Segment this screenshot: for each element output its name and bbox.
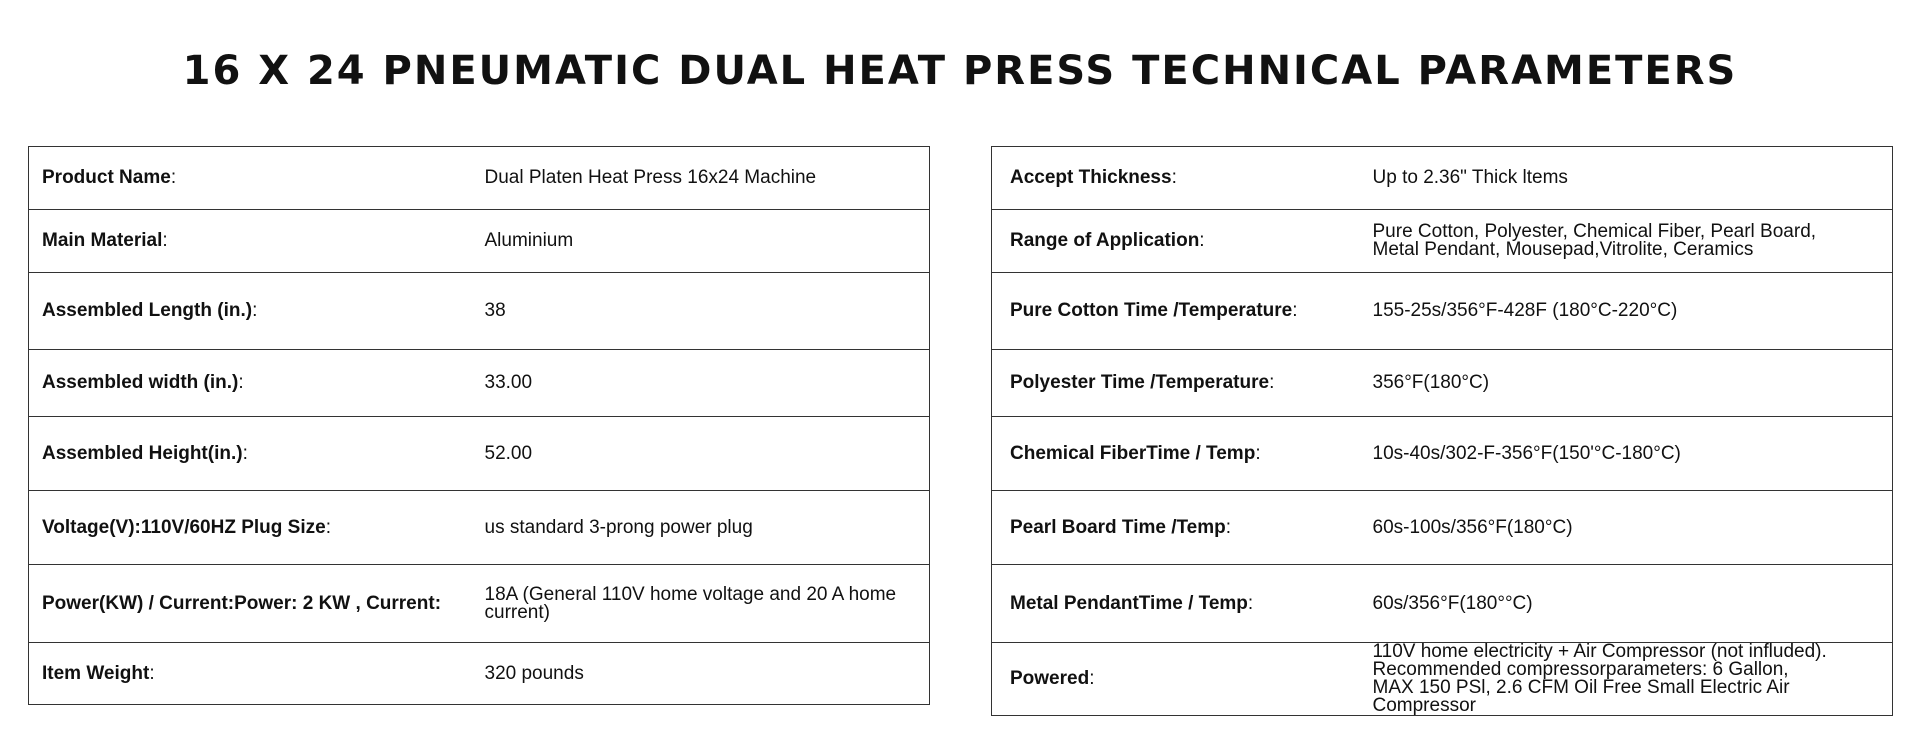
spec-label-cell [992, 417, 1373, 491]
spec-value: Up to 2.36" Thick ltems [1373, 147, 1893, 210]
spec-label-cell [29, 565, 472, 643]
spec-label: Assembled width (in.) [42, 372, 239, 393]
label-colon: : [1247, 592, 1254, 614]
label-colon: : [1255, 442, 1261, 464]
spec-label: Chemical FiberTime / Temp [1010, 442, 1256, 464]
spec-row-assembled-height [29, 417, 930, 491]
spec-value: 10s-40s/302-F-356°F(150'°C-180°C) [1373, 417, 1893, 491]
label-colon: : [1199, 230, 1205, 251]
label-colon: : [1269, 372, 1275, 393]
spec-label: Pearl Board Time /Temp [1010, 516, 1226, 538]
spec-row-assembled-length [29, 273, 930, 350]
spec-label-cell [29, 210, 472, 273]
label-colon: : [1292, 300, 1298, 321]
left-spec-table [28, 146, 930, 705]
label-colon: : [170, 167, 177, 188]
label-colon: : [325, 516, 331, 538]
spec-value: 320 pounds [472, 643, 930, 705]
spec-row-item-weight [29, 643, 930, 705]
spec-row-chemical-fiber [992, 417, 1893, 491]
spec-label-cell [992, 565, 1373, 643]
spec-value: 155-25s/356°F-428F (180°C-220°C) [1373, 273, 1893, 350]
spec-label: Voltage(V):110V/60HZ Plug Size [42, 516, 326, 538]
spec-label-cell [992, 273, 1373, 350]
spec-value: Aluminium [472, 210, 930, 273]
spec-row-power-current [29, 565, 930, 643]
label-colon: : [238, 372, 244, 393]
spec-row-pure-cotton [992, 273, 1893, 350]
spec-value: 356°F(180°C) [1373, 350, 1893, 417]
spec-label-cell [29, 350, 472, 417]
spec-value: 38 [472, 273, 930, 350]
spec-row-assembled-width [29, 350, 930, 417]
label-colon: : [434, 592, 442, 614]
spec-label: Accept Thickness [1010, 167, 1172, 188]
spec-label: Assembled Length (in.) [42, 300, 253, 321]
spec-label-cell [992, 210, 1373, 273]
spec-row-pearl-board [992, 491, 1893, 565]
spec-row-metal-pendant [992, 565, 1893, 643]
spec-label-cell [992, 147, 1373, 210]
label-colon: : [242, 442, 248, 464]
spec-label: Range of Application [1010, 230, 1200, 251]
spec-label-cell [29, 491, 472, 565]
spec-label: Pure Cotton Time /Temperature [1010, 300, 1293, 321]
label-colon: : [1171, 167, 1177, 188]
spec-label-cell [992, 491, 1373, 565]
spec-label-cell [29, 417, 472, 491]
label-colon: : [252, 300, 258, 321]
spec-label: Metal PendantTime / Temp [1010, 592, 1248, 614]
spec-value: 18A (General 110V home voltage and 20 A home current) [472, 565, 930, 643]
spec-label: Assembled Height(in.) [42, 442, 243, 464]
spec-value: us standard 3-prong power plug [472, 491, 930, 565]
label-colon: : [149, 662, 155, 684]
label-colon: : [1225, 516, 1232, 538]
spec-row-voltage [29, 491, 930, 565]
spec-value: 60s-100s/356°F(180°C) [1373, 491, 1893, 565]
page-title: 16 X 24 PNEUMATIC DUAL HEAT PRESS TECHNICAL PARAMETERS [182, 48, 1738, 94]
spec-label: Product Name [42, 167, 171, 188]
spec-label: Item Weight [42, 662, 150, 684]
spec-label: Polyester Time /Temperature [1010, 372, 1270, 393]
spec-value: 52.00 [472, 417, 930, 491]
spec-label-cell [992, 643, 1373, 716]
spec-label-cell [29, 273, 472, 350]
spec-value: 60s/356°F(180°°C) [1373, 565, 1893, 643]
spec-row-product-name [29, 147, 930, 210]
spec-row-polyester [992, 350, 1893, 417]
label-colon: : [162, 230, 168, 251]
spec-row-main-material [29, 210, 930, 273]
spec-row-accept-thickness [992, 147, 1893, 210]
spec-label-cell [29, 147, 472, 210]
spec-value: 33.00 [472, 350, 930, 417]
spec-row-range-of-application [992, 210, 1893, 273]
spec-label: Powered [1010, 668, 1090, 689]
spec-row-powered [992, 643, 1893, 716]
label-colon: : [1089, 668, 1095, 689]
spec-value: 110V home electricity + Air Compressor (not influded). Recommended compressorparameters: 6 Gallon, MAX 150 PSl, 2.6 CFM Oil Free Small Electric Air Compressor [1373, 643, 1893, 716]
spec-label: Main Material [42, 230, 163, 251]
right-spec-table [991, 146, 1893, 716]
spec-value: Pure Cotton, Polyester, Chemical Fiber, Pearl Board, Metal Pendant, Mousepad,Vitrolite, Ceramics [1373, 210, 1893, 273]
spec-label-cell [992, 350, 1373, 417]
spec-label: Power(KW) / Current:Power: 2 KW , Current [42, 592, 435, 614]
spec-label-cell [29, 643, 472, 705]
spec-value: Dual Platen Heat Press 16x24 Machine [472, 147, 930, 210]
